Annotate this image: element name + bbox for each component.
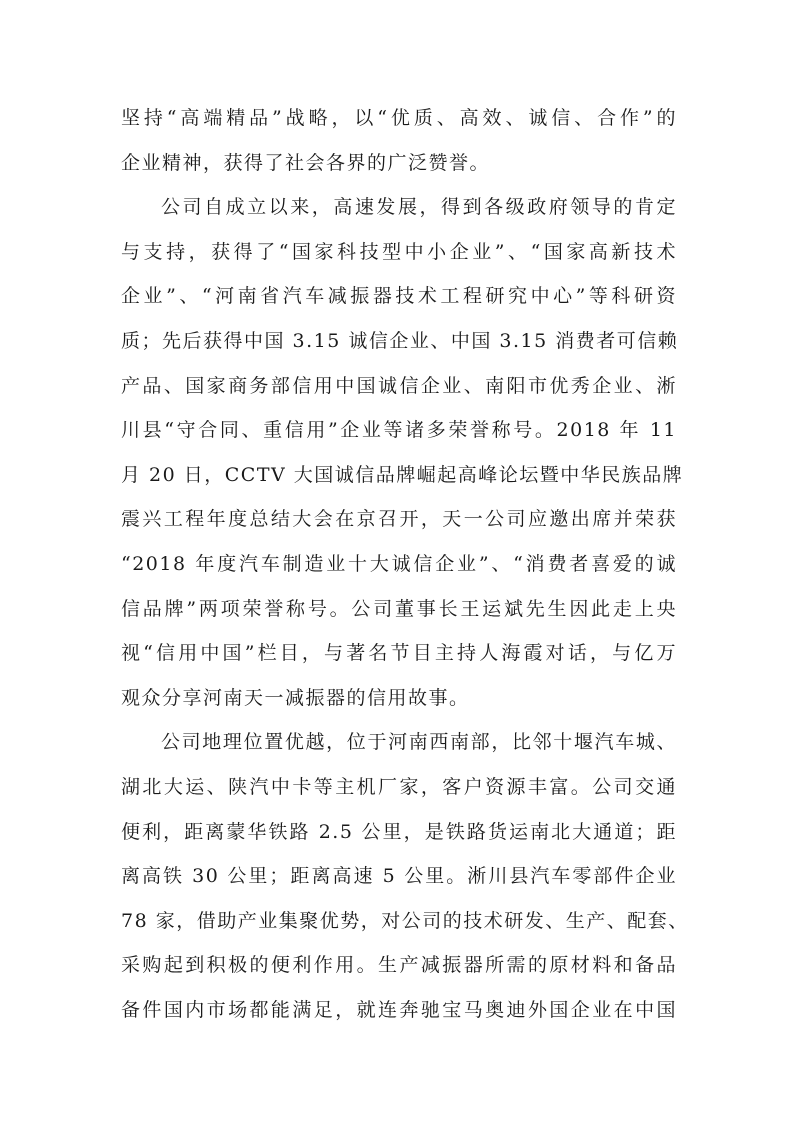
text-line: 质；先后获得中国 3.15 诚信企业、中国 3.15 消费者可信赖 (121, 329, 679, 352)
text-line: 备件国内市场都能满足，就连奔驰宝马奥迪外国企业在中国 (121, 998, 677, 1021)
text-line: “2018 年度汽车制造业十大诚信企业”、“消费者喜爱的诚 (121, 552, 677, 575)
text-line: 离高铁 30 公里；距离高速 5 公里。淅川县汽车零部件企业 (121, 865, 677, 888)
text-line: 观众分享河南天一减振器的信用故事。 (121, 686, 470, 709)
body-text (121, 96, 689, 1032)
text-line: 与支持，获得了“国家科技型中小企业”、“国家高新技术 (121, 240, 677, 263)
text-line: 公司地理位置优越，位于河南西南部，比邻十堰汽车城、 (161, 731, 677, 754)
text-line: 企业精神，获得了社会各界的广泛赞誉。 (121, 151, 491, 174)
text-line: 视“信用中国”栏目，与著名节目主持人海霞对话，与亿万 (121, 642, 677, 665)
text-line: 坚持“高端精品”战略，以“优质、高效、诚信、合作”的 (121, 107, 677, 129)
text-line: 产品、国家商务部信用中国诚信企业、南阳市优秀企业、淅 (121, 374, 677, 397)
text-line: 川县“守合同、重信用”企业等诸多荣誉称号。2018 年 11 (121, 419, 677, 442)
text-line: 湖北大运、陕汽中卡等主机厂家，客户资源丰富。公司交通 (121, 775, 677, 798)
text-line: 公司自成立以来，高速发展，得到各级政府领导的肯定 (161, 196, 677, 219)
text-line: 企业”、“河南省汽车减振器技术工程研究中心”等科研资 (121, 285, 677, 308)
text-line: 便利，距离蒙华铁路 2.5 公里，是铁路货运南北大通道；距 (121, 820, 677, 843)
text-line: 月 20 日，CCTV 大国诚信品牌崛起高峰论坛暨中华民族品牌 (121, 463, 684, 486)
text-line: 信品牌”两项荣誉称号。公司董事长王运斌先生因此走上央 (121, 597, 677, 620)
text-line: 78 家，借助产业集聚优势，对公司的技术研发、生产、配套、 (121, 909, 689, 932)
text-line: 采购起到积极的便利作用。生产减振器所需的原材料和备品 (121, 954, 677, 977)
text-line: 震兴工程年度总结大会在京召开，天一公司应邀出席并荣获 (121, 508, 677, 531)
